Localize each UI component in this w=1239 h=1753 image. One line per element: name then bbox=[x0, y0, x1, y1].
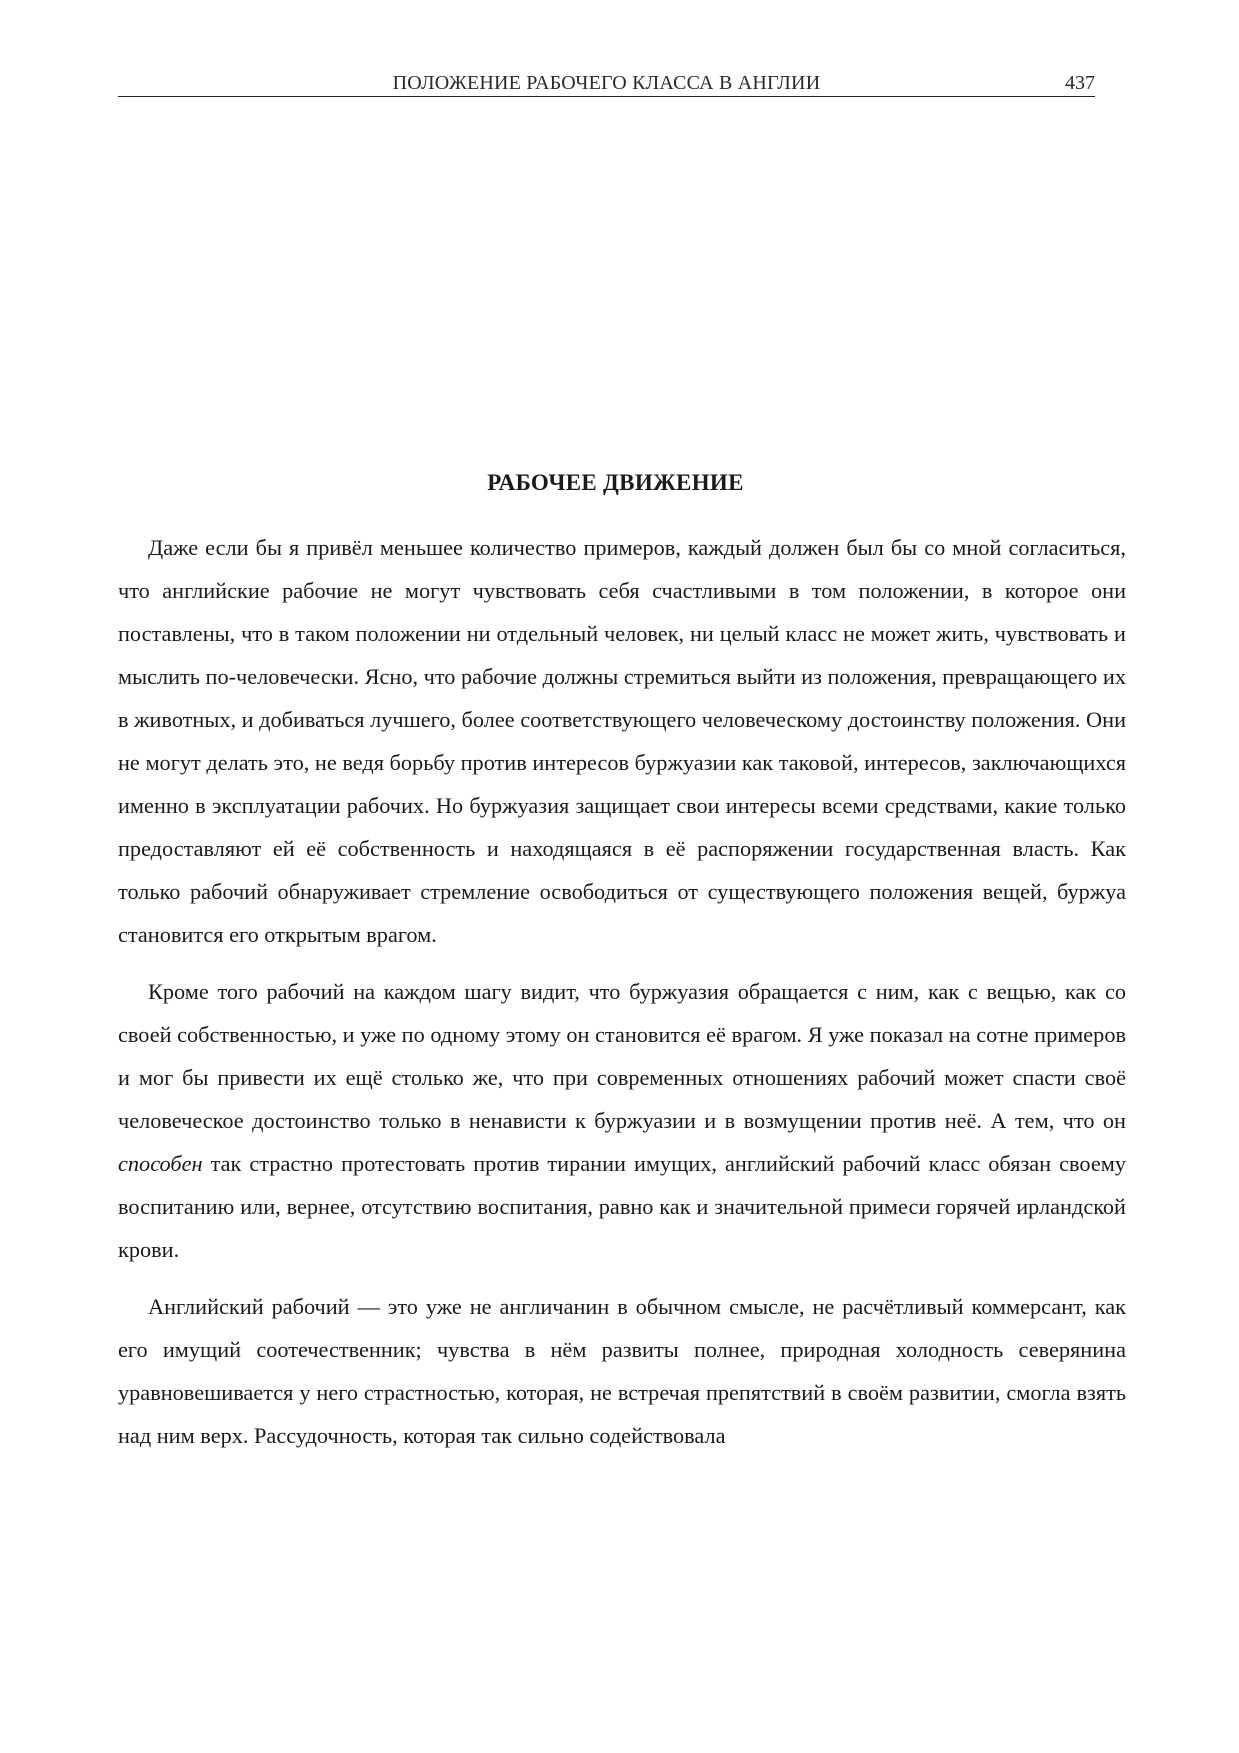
paragraph-2-text-before: Кроме того рабочий на каждом шагу видит, что буржуазия обращается с ним, как с вещью, как со своей собственностью, и уже по одному этому он становится её врагом. Я уже показал на сотне примеров и мог бы привести их ещё столько же, что при современных отношениях рабочий может спасти своё человеческое достоинство только в ненависти к буржуазии и в возмущении против неё. А тем, что он bbox=[118, 979, 1126, 1133]
chapter-title: РАБОЧЕЕ ДВИЖЕНИЕ bbox=[487, 470, 744, 495]
body-text bbox=[118, 526, 1126, 1471]
paragraph-2-emphasis: способен bbox=[118, 1151, 203, 1176]
paragraph-3: Английский рабочий — это уже не англичанин в обычном смысле, не расчётливый коммерсант, как его имущий соотечественник; чувства в нём развиты полнее, природная холодность северянина уравновешивается у него страстностью, которая, не встречая препятствий в своём развитии, смогла взять над ним верх. Рассудочность, которая так сильно содействовала bbox=[118, 1294, 1126, 1448]
paragraph-2-text-after: так страстно протестовать против тирании имущих, английский рабочий класс обязан своему воспитанию или, вернее, отсутствию воспитания, равно как и значительной примеси горячей ирландской крови. bbox=[118, 1151, 1126, 1262]
paragraph-2 bbox=[118, 970, 1126, 1271]
page-number: 437 bbox=[1065, 72, 1095, 94]
paragraph-1: Даже если бы я привёл меньшее количество примеров, каждый должен был бы со мной согласиться, что английские рабочие не могут чувствовать себя счастливыми в том положении, в которое они поставлены, что в таком положении ни отдельный человек, ни целый класс не может жить, чувствовать и мыслить по-человечески. Ясно, что рабочие должны стремиться выйти из положения, превращающего их в животных, и добиваться лучшего, более соответствующего человеческому достоинству положения. Они не могут делать это, не ведя борьбу против интересов буржуазии как таковой, интересов, заключающихся именно в эксплуатации рабочих. Но буржуазия защищает свои интересы всеми средствами, какие только предоставляют ей её собственность и находящаяся в её распоряжении государственная власть. Как только рабочий обнаруживает стремление освободиться от существующего положения вещей, буржуа становится его открытым врагом. bbox=[118, 535, 1126, 947]
page-header bbox=[118, 70, 1095, 97]
running-title: ПОЛОЖЕНИЕ РАБОЧЕГО КЛАССА В АНГЛИИ bbox=[392, 72, 821, 94]
